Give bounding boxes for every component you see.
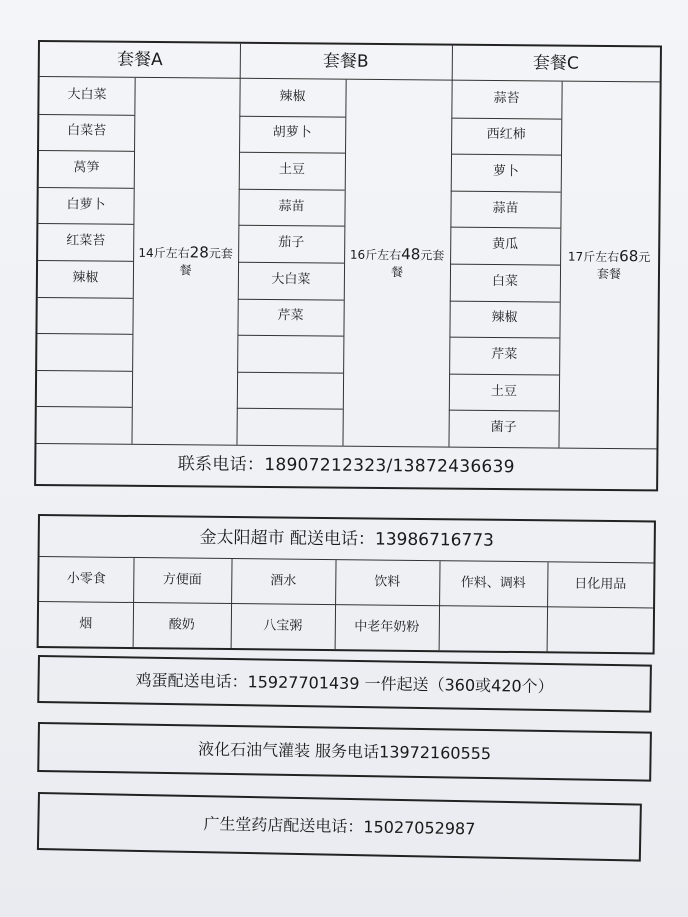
supermarket-category: 方便面 [162, 571, 202, 588]
supermarket-category: 小零食 [66, 570, 106, 587]
package-item: 白菜苔 [67, 123, 107, 140]
gas-service-text: 液化石油气灌装 服务电话13972160555 [197, 739, 492, 763]
package-item: 芹菜 [277, 308, 304, 324]
package-item: 莴笋 [73, 160, 100, 176]
supermarket-category: 作料、调料 [460, 574, 526, 591]
supermarket-box [37, 514, 656, 654]
package-item: 土豆 [490, 383, 518, 399]
package-item: 白菜 [491, 273, 518, 290]
package-description [558, 82, 659, 449]
package-item [237, 335, 343, 373]
package-item [37, 297, 132, 334]
supermarket-category [439, 606, 547, 651]
package-item: 黄瓜 [492, 237, 519, 253]
package-item [37, 370, 132, 407]
package-header: 套餐C [532, 53, 579, 74]
package-item: 菌子 [490, 420, 517, 436]
package-header: 套餐A [116, 49, 163, 71]
supermarket-category: 日化用品 [574, 576, 627, 592]
package-price: 28 [189, 243, 209, 262]
pharmacy-banner [37, 792, 642, 862]
package-item: 萝卜 [492, 164, 519, 180]
package-item: 茄子 [278, 235, 305, 251]
supermarket-category: 中老年奶粉 [354, 618, 420, 635]
package-desc-post: 元套餐 [596, 250, 651, 282]
package-desc-post: 元套餐 [390, 248, 445, 280]
package-item: 土豆 [278, 162, 305, 178]
package-item [36, 406, 131, 443]
package-item: 白萝卜 [66, 196, 106, 213]
package-item: 辣椒 [279, 88, 306, 105]
package-item: 芹菜 [491, 346, 518, 363]
package-desc-post: 元套餐 [179, 246, 233, 278]
package-item: 蒜苗 [278, 198, 305, 214]
package-item: 胡萝卜 [272, 125, 312, 141]
supermarket-category: 八宝粥 [263, 617, 303, 634]
supermarket-category: 烟 [79, 615, 93, 632]
package-desc-pre: 16斤左右 [349, 248, 402, 263]
package-item: 大白菜 [67, 87, 107, 103]
package-item: 西红柿 [486, 127, 526, 143]
package-item [237, 372, 343, 410]
package-item: 大白菜 [271, 271, 311, 288]
package-table [34, 40, 662, 491]
gas-banner [37, 722, 652, 782]
package-item [236, 408, 342, 446]
package-description [131, 78, 239, 445]
package-description [342, 80, 451, 447]
package-header: 套餐B [322, 51, 369, 72]
package-desc-pre: 17斤左右 [567, 250, 620, 265]
package-item: 辣椒 [491, 310, 518, 326]
package-item [37, 333, 132, 370]
package-desc-pre: 14斤左右 [138, 246, 190, 261]
pharmacy-delivery-text: 广生堂药店配送电话：15027052987 [203, 813, 476, 838]
package-price: 48 [401, 245, 421, 264]
supermarket-category: 酸奶 [168, 616, 195, 633]
supermarket-title: 金太阳超市 配送电话：13986716773 [199, 527, 495, 551]
package-item: 蒜苗 [492, 200, 519, 216]
supermarket-category: 酒水 [270, 572, 297, 589]
supermarket-category [547, 607, 653, 652]
supermarket-category-grid [39, 557, 654, 652]
eggs-delivery-text: 鸡蛋配送电话：15927701439 一件起送（360或420个） [135, 670, 554, 696]
package-item: 红菜苔 [66, 233, 106, 249]
package-item: 蒜苔 [493, 90, 520, 107]
package-item: 辣椒 [72, 270, 99, 286]
package-price: 68 [619, 247, 639, 266]
supermarket-category: 饮料 [374, 574, 401, 590]
contact-phone: 联系电话：18907212323/13872436639 [177, 454, 515, 478]
eggs-banner [37, 655, 652, 713]
